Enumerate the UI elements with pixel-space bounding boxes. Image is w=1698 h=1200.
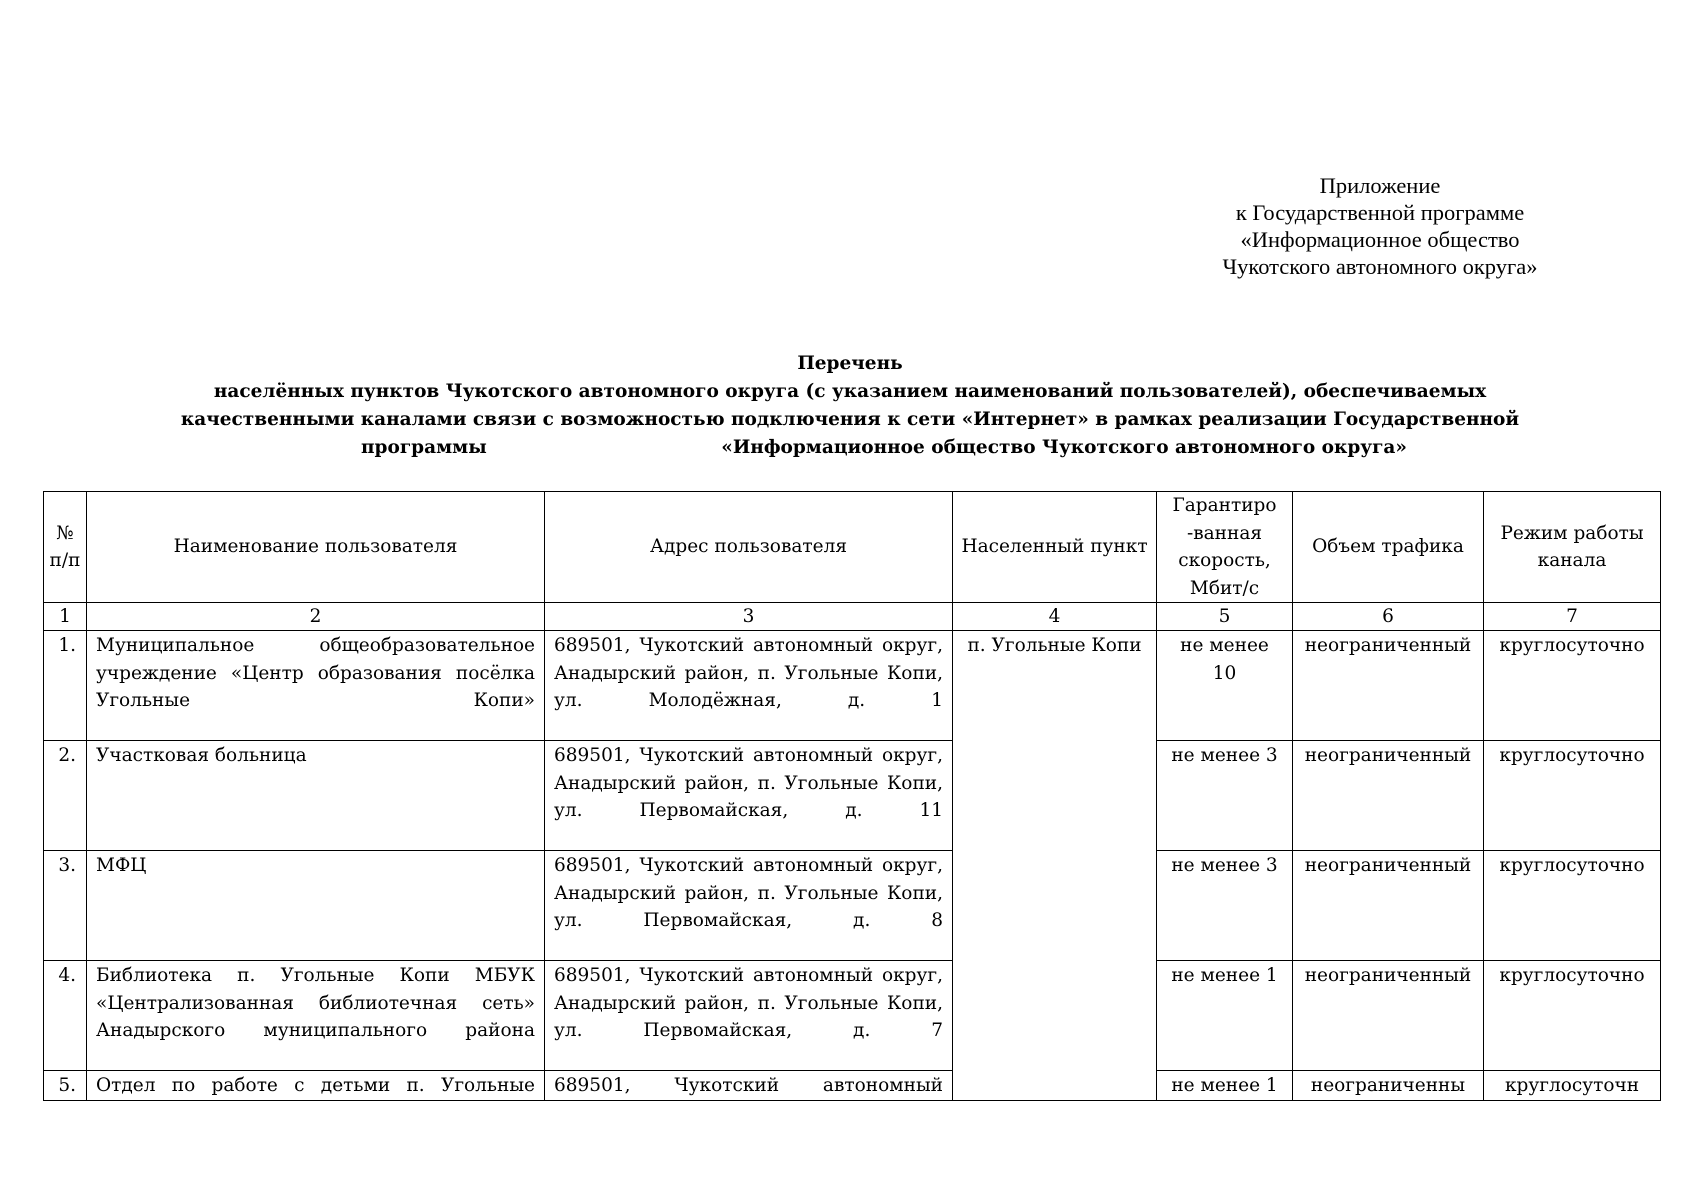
traffic-cell: неограниченный bbox=[1293, 631, 1484, 741]
speed-cell: не менее 3 bbox=[1157, 741, 1293, 851]
speed-cell: не менее 1 bbox=[1157, 961, 1293, 1071]
table-row bbox=[44, 741, 1661, 851]
title-heading: Перечень bbox=[797, 353, 903, 374]
header-row bbox=[44, 492, 1661, 603]
appendix-line: «Информационное общество bbox=[1240, 227, 1520, 252]
header-traffic: Объем трафика bbox=[1293, 492, 1484, 603]
row-number: 5. bbox=[44, 1071, 87, 1101]
user-name-cell: Отдел по работе с детьми п. Угольные bbox=[87, 1071, 545, 1101]
traffic-cell: неограниченный bbox=[1293, 851, 1484, 961]
row-number: 2. bbox=[44, 741, 87, 851]
column-number: 2 bbox=[87, 603, 545, 631]
title-line: качественными каналами связи с возможностью подключения к сети «Интернет» в рамках реализации Государственной bbox=[180, 409, 1520, 430]
column-number: 3 bbox=[545, 603, 953, 631]
document-title bbox=[60, 350, 1640, 462]
column-number: 5 bbox=[1157, 603, 1293, 631]
title-line-right: «Информационное общество Чукотского автономного округа» bbox=[721, 437, 1407, 458]
user-address-cell: 689501, Чукотский автономный округ, Анадырский район, п. Угольные Копи, ул. Первомайская, д. 7 bbox=[545, 961, 953, 1071]
column-number: 4 bbox=[953, 603, 1157, 631]
appendix-line: Чукотского автономного округа» bbox=[1222, 254, 1538, 279]
traffic-cell: неограниченный bbox=[1293, 961, 1484, 1071]
table-row bbox=[44, 1071, 1661, 1101]
mode-cell: круглосуточно bbox=[1484, 741, 1661, 851]
user-name-cell: МФЦ bbox=[87, 851, 545, 961]
speed-cell: не менее 3 bbox=[1157, 851, 1293, 961]
user-name-cell: Муниципальное общеобразовательное учреждение «Центр образования посёлка Угольные Копи» bbox=[87, 631, 545, 741]
user-address-cell: 689501, Чукотский автономный округ, Анадырский район, п. Угольные Копи, ул. Молодёжная, д. 1 bbox=[545, 631, 953, 741]
settlement-cell: п. Угольные Копи bbox=[953, 631, 1157, 1101]
column-number: 1 bbox=[44, 603, 87, 631]
row-number: 4. bbox=[44, 961, 87, 1071]
speed-cell: не менее 10 bbox=[1157, 631, 1293, 741]
appendix-line: Приложение bbox=[1319, 173, 1441, 198]
mode-cell: круглосуточно bbox=[1484, 961, 1661, 1071]
user-name-cell: Библиотека п. Угольные Копи МБУК «Централизованная библиотечная сеть» Анадырского муниципального района bbox=[87, 961, 545, 1071]
traffic-cell: неограниченны bbox=[1293, 1071, 1484, 1101]
traffic-cell: неограниченный bbox=[1293, 741, 1484, 851]
appendix-line: к Государственной программе bbox=[1235, 200, 1525, 225]
table-row bbox=[44, 851, 1661, 961]
table-row bbox=[44, 961, 1661, 1071]
speed-cell: не менее 1 bbox=[1157, 1071, 1293, 1101]
user-address-cell: 689501, Чукотский автономный округ, Анадырский район, п. Угольные Копи, ул. Первомайская, д. 11 bbox=[545, 741, 953, 851]
title-line: населённых пунктов Чукотского автономного округа (с указанием наименований пользователей), обеспечиваемых bbox=[213, 381, 1487, 402]
header-speed: Гарантиро -ванная скорость, Мбит/с bbox=[1157, 492, 1293, 603]
user-address-cell: 689501, Чукотский автономный bbox=[545, 1071, 953, 1101]
settlements-table bbox=[43, 491, 1661, 1101]
table-row bbox=[44, 631, 1661, 741]
row-number: 3. bbox=[44, 851, 87, 961]
header-name: Наименование пользователя bbox=[87, 492, 545, 603]
column-numbers-row bbox=[44, 603, 1661, 631]
header-settlement: Населенный пункт bbox=[953, 492, 1157, 603]
title-line-left: программы bbox=[361, 437, 487, 458]
title-line-split bbox=[60, 434, 1640, 462]
mode-cell: круглосуточно bbox=[1484, 631, 1661, 741]
column-number: 7 bbox=[1484, 603, 1661, 631]
appendix-block bbox=[1180, 172, 1580, 280]
user-name-cell: Участковая больница bbox=[87, 741, 545, 851]
user-address-cell: 689501, Чукотский автономный округ, Анадырский район, п. Угольные Копи, ул. Первомайская, д. 8 bbox=[545, 851, 953, 961]
mode-cell: круглосуточно bbox=[1484, 851, 1661, 961]
row-number: 1. bbox=[44, 631, 87, 741]
header-mode: Режим работы канала bbox=[1484, 492, 1661, 603]
header-num: № п/п bbox=[44, 492, 87, 603]
mode-cell: круглосуточн bbox=[1484, 1071, 1661, 1101]
column-number: 6 bbox=[1293, 603, 1484, 631]
header-address: Адрес пользователя bbox=[545, 492, 953, 603]
